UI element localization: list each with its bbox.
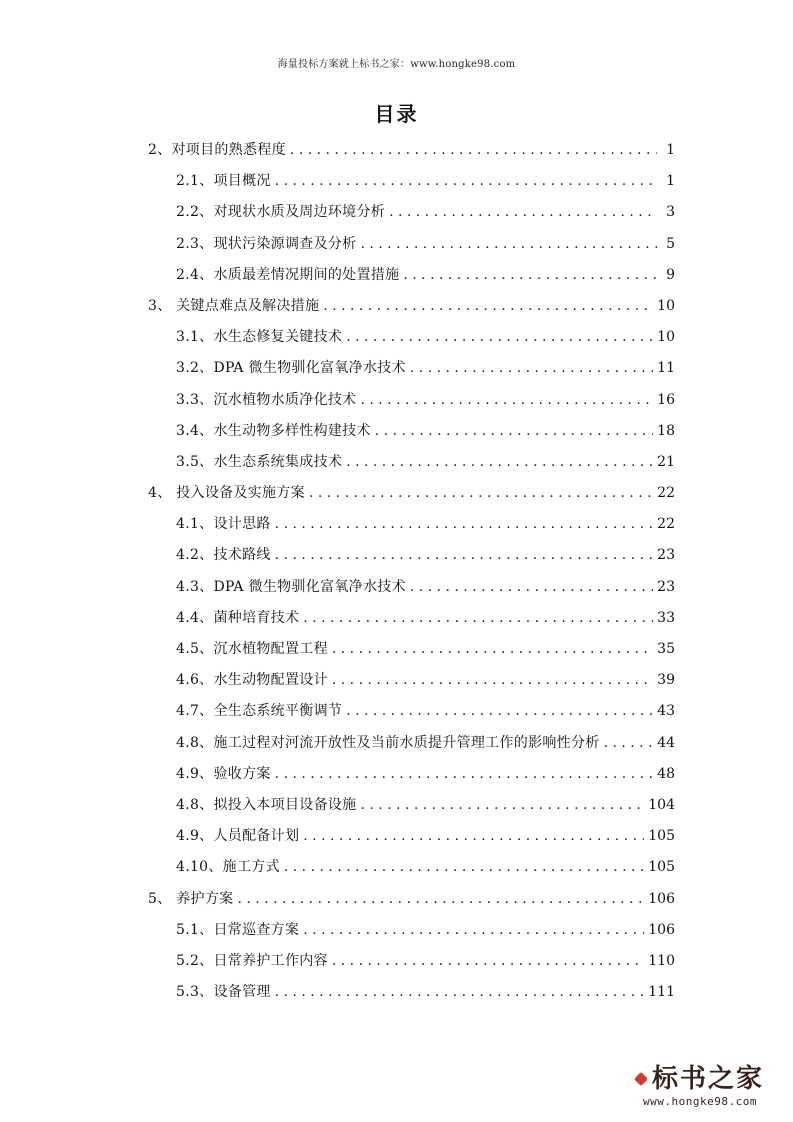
toc-entry[interactable]	[148, 234, 675, 265]
toc-entry[interactable]	[148, 608, 675, 639]
toc-entry[interactable]	[148, 951, 675, 982]
toc-entry-page: 43	[657, 703, 675, 720]
toc-dot-leader	[410, 577, 653, 597]
toc-entry-page: 105	[648, 859, 675, 876]
toc-entry[interactable]	[148, 452, 675, 483]
toc-entry[interactable]	[148, 733, 675, 764]
toc-entry-label: 4.2、技术路线	[176, 547, 271, 564]
toc-entry-label: 2.4、水质最差情况期间的处置措施	[176, 266, 400, 283]
toc-entry-page: 16	[657, 391, 675, 408]
toc-dot-leader	[309, 483, 653, 503]
toc-entry[interactable]	[148, 982, 675, 1013]
footer-logo	[625, 1063, 775, 1108]
toc-entry-page: 22	[657, 516, 675, 533]
toc-entry-page: 33	[657, 609, 675, 626]
toc-dot-leader	[346, 327, 653, 347]
toc-dot-leader	[290, 140, 657, 160]
logo-mark-icon	[634, 1072, 648, 1086]
toc-entry-page: 48	[657, 765, 675, 782]
toc-entry-page: 105	[648, 828, 675, 845]
toc-entry-label: 3.1、水生态修复关键技术	[176, 329, 343, 346]
toc-entry-label: 4.9、人员配备计划	[176, 828, 300, 845]
toc-entry[interactable]	[148, 826, 675, 857]
toc-dot-leader	[375, 421, 653, 441]
toc-entry-label: 4.8、拟投入本项目设备设施	[176, 796, 357, 813]
toc-entry-label: 4.5、沉水植物配置工程	[176, 641, 328, 657]
toc-dot-leader	[303, 608, 653, 628]
toc-entry-label: 2.3、现状污染源调查及分析	[176, 235, 357, 252]
toc-entry-label: 3.2、DPA 微生物驯化富氧净水技术	[176, 360, 406, 377]
toc-dot-leader	[410, 358, 653, 378]
toc-entry-page: 104	[648, 796, 675, 813]
toc-entry-label: 4.3、DPA 微生物驯化富氧净水技术	[176, 578, 406, 595]
toc-entry-page: 110	[648, 952, 675, 969]
toc-entry[interactable]	[148, 296, 675, 327]
toc-dot-leader	[323, 296, 653, 316]
toc-entry-label: 4.1、设计思路	[176, 516, 271, 533]
toc-entry-page: 111	[648, 984, 675, 1001]
toc-entry[interactable]	[148, 140, 675, 171]
toc-entry-page: 3	[666, 204, 675, 221]
toc-entry-label: 2.2、对现状水质及周边环境分析	[176, 204, 386, 221]
toc-entry[interactable]	[148, 171, 675, 202]
toc-entry-page: 44	[657, 734, 675, 751]
toc-dot-leader	[332, 951, 644, 971]
toc-entry-page: 106	[648, 921, 675, 938]
toc-entry[interactable]	[148, 701, 675, 732]
toc-entry-label: 2.1、项目概况	[176, 173, 271, 190]
toc-entry[interactable]	[148, 545, 675, 576]
toc-entry[interactable]	[148, 764, 675, 795]
page-title: 目录	[374, 102, 419, 126]
toc-entry-label: 4.9、验收方案	[176, 765, 271, 782]
toc-dot-leader	[275, 171, 657, 191]
toc-dot-leader	[275, 514, 654, 534]
toc-entry-label: 5、 养护方案	[148, 890, 234, 907]
toc-dot-leader	[275, 982, 645, 1002]
logo-url: www.hongke98.com	[643, 1095, 757, 1108]
toc-entry-page: 35	[657, 641, 675, 657]
toc-entry-label: 3.5、水生态系统集成技术	[176, 453, 343, 470]
toc-entry[interactable]	[148, 795, 675, 826]
toc-dot-leader	[360, 795, 644, 815]
toc-entry[interactable]	[148, 670, 675, 701]
toc-dot-leader	[360, 234, 657, 254]
toc-dot-leader	[346, 452, 653, 472]
toc-entry-page: 10	[657, 329, 675, 346]
toc-dot-leader	[275, 545, 654, 565]
toc-entry-label: 4、 投入设备及实施方案	[148, 485, 305, 502]
toc-entry[interactable]	[148, 577, 675, 608]
toc-entry-page: 10	[657, 297, 675, 314]
toc-dot-leader	[303, 920, 644, 940]
toc-dot-leader	[303, 826, 644, 846]
toc-entry-page: 18	[657, 422, 675, 439]
toc-dot-leader	[346, 701, 653, 721]
toc-dot-leader	[332, 639, 653, 659]
toc-entry[interactable]	[148, 889, 675, 920]
toc-entry-page: 22	[657, 485, 675, 502]
toc-entry-page: 39	[657, 672, 675, 689]
toc-entry[interactable]	[148, 265, 675, 296]
toc-dot-leader	[284, 857, 644, 877]
toc-entry[interactable]	[148, 483, 675, 514]
toc-entry-label: 4.8、施工过程对河流开放性及当前水质提升管理工作的影响性分析	[176, 734, 600, 751]
toc-entry-page: 11	[657, 360, 675, 377]
toc-entry-page: 23	[657, 578, 675, 595]
toc-entry[interactable]	[148, 390, 675, 421]
toc-entry-page: 23	[657, 547, 675, 564]
toc-entry[interactable]	[148, 358, 675, 389]
table-of-contents	[148, 140, 675, 1013]
page-header: 海量投标方案就上标书之家：www.hongke98.com	[277, 59, 516, 70]
toc-entry-page: 5	[666, 235, 675, 252]
toc-entry-label: 5.1、日常巡查方案	[176, 921, 300, 938]
toc-dot-leader	[604, 733, 654, 753]
toc-entry[interactable]	[148, 639, 675, 670]
toc-entry[interactable]	[148, 514, 675, 545]
toc-dot-leader	[332, 670, 653, 690]
toc-entry-label: 4.10、施工方式	[176, 859, 280, 876]
toc-entry[interactable]	[148, 421, 675, 452]
toc-dot-leader	[360, 390, 653, 410]
toc-dot-leader	[275, 764, 654, 784]
toc-entry-page: 106	[648, 890, 675, 907]
toc-entry-label: 4.4、菌种培育技术	[176, 609, 300, 626]
toc-entry-label: 5.2、日常养护工作内容	[176, 952, 328, 969]
toc-entry-page: 21	[657, 453, 675, 470]
toc-dot-leader	[403, 265, 657, 285]
logo-wordmark	[625, 1063, 775, 1095]
toc-entry-page: 9	[666, 266, 675, 283]
toc-entry-label: 2、对项目的熟悉程度	[148, 142, 286, 158]
logo-text: 标书之家	[651, 1064, 764, 1094]
toc-entry[interactable]	[148, 202, 675, 233]
toc-dot-leader	[237, 889, 644, 909]
toc-entry-page: 1	[666, 173, 675, 190]
toc-entry-label: 5.3、设备管理	[176, 984, 271, 1001]
toc-entry[interactable]	[148, 857, 675, 888]
toc-entry-label: 3.4、水生动物多样性构建技术	[176, 422, 371, 439]
toc-dot-leader	[389, 202, 657, 222]
toc-entry-label: 3.3、沉水植物水质净化技术	[176, 391, 357, 408]
toc-entry-label: 3、 关键点难点及解决措施	[148, 297, 320, 314]
toc-entry[interactable]	[148, 920, 675, 951]
toc-entry-page: 1	[666, 142, 675, 158]
toc-entry[interactable]	[148, 327, 675, 358]
toc-entry-label: 4.6、水生动物配置设计	[176, 672, 328, 689]
toc-entry-label: 4.7、全生态系统平衡调节	[176, 703, 343, 720]
